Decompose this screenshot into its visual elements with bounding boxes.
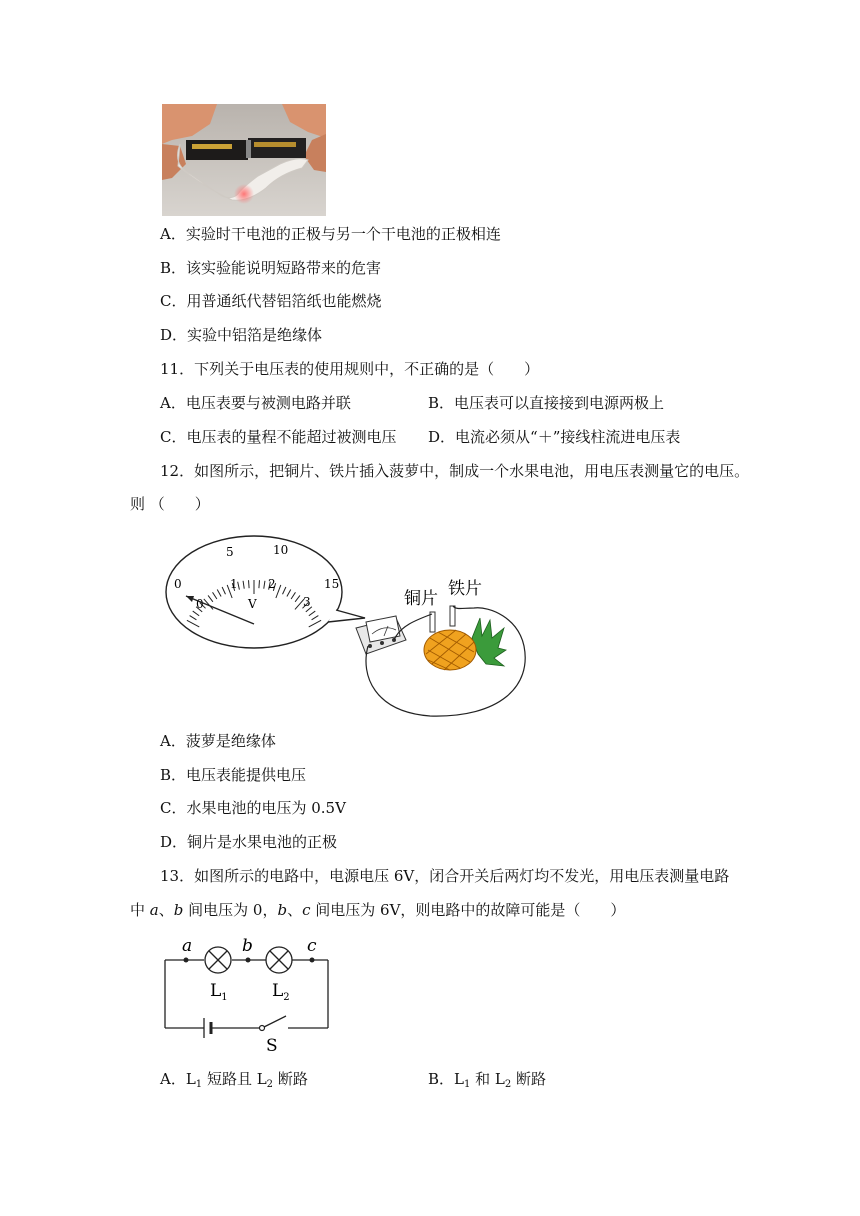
q13-stem-line1: 13．如图所示的电路中，电源电压 6V，闭合开关后两灯均不发光，用电压表测量电路 xyxy=(160,867,730,885)
dial-tick xyxy=(259,580,260,588)
q10-option-d: D．实验中铝箔是绝缘体 xyxy=(160,326,323,344)
q12-option-d: D．铜片是水果电池的正极 xyxy=(160,833,338,851)
q10-option-c: C．用普通纸代替铝箔纸也能燃烧 xyxy=(160,292,382,310)
scale-lower-2: 2 xyxy=(268,577,276,591)
scale-lower-0: 0 xyxy=(196,597,204,611)
q13-option-b: B．$L_1$ 和 $L_2$ 断路 xyxy=(428,1070,547,1090)
q11-option-a: A．电压表要与被测电路并联 xyxy=(160,394,351,412)
q11-option-d: D．电流必须从“＋”接线柱流进电压表 xyxy=(428,428,681,446)
q13-option-a: A．$L_1$ 短路且 $L_2$ 断路 xyxy=(160,1070,308,1090)
scale-upper-15: 15 xyxy=(324,577,340,591)
pineapple-icon xyxy=(424,618,506,670)
scale-lower-1: 1 xyxy=(230,577,238,591)
lamp-l2-icon xyxy=(266,947,292,973)
q10-option-a: A．实验时干电池的正极与另一个干电池的正极相连 xyxy=(160,225,501,243)
q11-option-b: B．电压表可以直接接到电源两极上 xyxy=(428,394,665,412)
circuit-figure xyxy=(156,934,336,1054)
q12-option-c: C．水果电池的电压为 0.5V xyxy=(160,799,346,817)
unit-label: V xyxy=(248,597,257,611)
lamp-l1-icon xyxy=(205,947,231,973)
fruit-battery-figure xyxy=(160,526,540,722)
q12-option-a: A．菠萝是绝缘体 xyxy=(160,732,276,750)
point-a: a xyxy=(182,936,193,956)
dial-tick xyxy=(249,580,250,588)
q11-stem: 11．下列关于电压表的使用规则中，不正确的是（ ） xyxy=(160,360,540,378)
q13-stem-line2: 中 a、b 间电压为 0，b、c 间电压为 6V，则电路中的故障可能是（ ） xyxy=(130,901,626,919)
scale-lower-3: 3 xyxy=(303,595,311,609)
q10-option-b: B．该实验能说明短路带来的危害 xyxy=(160,259,382,277)
lamp-l1-label: $L_1$ xyxy=(210,981,228,1003)
copper-label: 铜片 xyxy=(404,589,438,609)
q12-stem-line1: 12．如图所示，把铜片、铁片插入菠萝中，制成一个水果电池，用电压表测量它的电压。 xyxy=(160,462,750,480)
scale-upper-0: 0 xyxy=(174,577,182,591)
iron-label: 铁片 xyxy=(448,579,482,599)
q11-option-c: C．电压表的量程不能超过被测电压 xyxy=(160,428,397,446)
voltmeter-icon xyxy=(356,616,406,654)
scale-upper-10: 10 xyxy=(273,543,289,557)
point-b: b xyxy=(242,936,253,956)
lamp-l2-label: $L_2$ xyxy=(272,981,290,1003)
q12-option-b: B．电压表能提供电压 xyxy=(160,766,307,784)
point-c: c xyxy=(307,936,317,956)
scale-upper-5: 5 xyxy=(226,545,234,559)
switch-label: S xyxy=(266,1036,278,1054)
q12-stem-line2: 则 （ ） xyxy=(130,495,210,513)
battery-foil-photo xyxy=(162,104,326,216)
